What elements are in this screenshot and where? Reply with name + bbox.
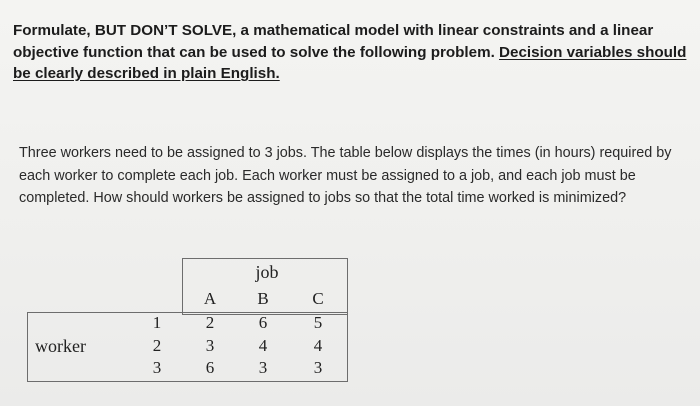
row-label-3: 3 bbox=[152, 358, 162, 377]
instruction-paragraph bbox=[13, 20, 697, 85]
table-cell: 5 bbox=[313, 313, 323, 332]
column-group-label: job bbox=[255, 262, 279, 282]
column-header-b: B bbox=[257, 289, 269, 308]
instruction-underlined-text: Decision variables should be clearly described in plain English. bbox=[13, 43, 687, 82]
row-label-1: 1 bbox=[152, 313, 162, 332]
table-cell: 4 bbox=[258, 336, 268, 355]
instruction-text: Formulate, BUT DON’T SOLVE, a mathematical model with linear constraints and a linear objective function that can be used to solve the following problem. bbox=[13, 22, 654, 61]
table-cell: 3 bbox=[205, 336, 215, 355]
problem-paragraph: Three workers need to be assigned to 3 jobs. The table below displays the times (in hours) required by each worker to complete each job. Each worker must be assigned to a job, and each job must be completed. How should workers be assigned to jobs so that the total time worked is minimized? bbox=[19, 145, 672, 206]
table-cell: 6 bbox=[258, 313, 268, 332]
table-cell: 2 bbox=[205, 313, 215, 332]
row-label-2: 2 bbox=[152, 336, 162, 355]
table-cell: 3 bbox=[313, 358, 323, 377]
table-cell: 4 bbox=[313, 336, 323, 355]
column-header-a: A bbox=[203, 289, 217, 308]
row-group-label: worker bbox=[35, 336, 86, 356]
table-cell: 6 bbox=[205, 358, 215, 377]
column-header-c: C bbox=[312, 289, 324, 308]
cost-table bbox=[27, 258, 348, 382]
table-cell: 3 bbox=[258, 358, 268, 377]
